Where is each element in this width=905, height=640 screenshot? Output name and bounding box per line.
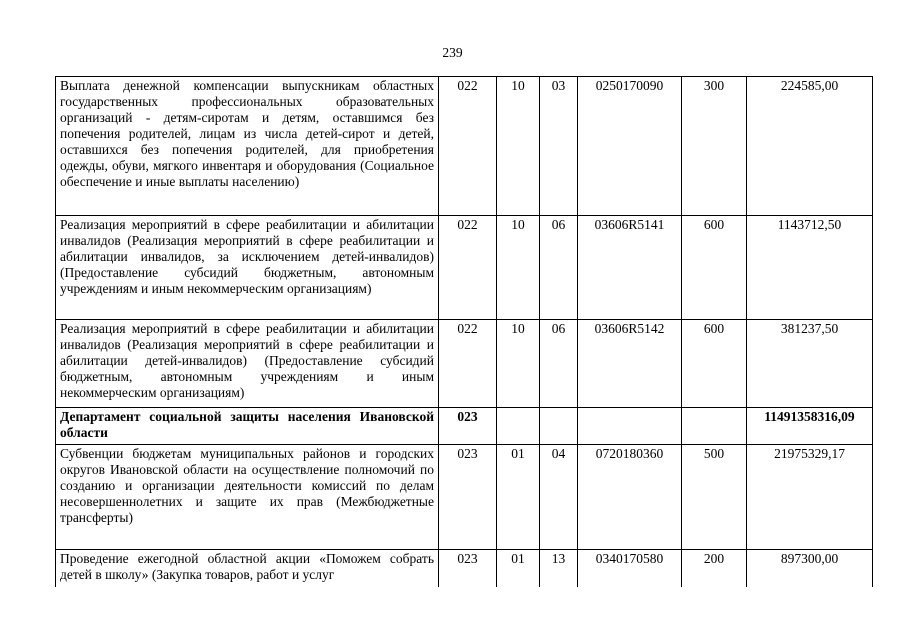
amount: 1143712,50 [747,216,873,320]
target-article-code: 0250170090 [578,77,682,216]
amount: 381237,50 [747,320,873,408]
target-article-code: 0720180360 [578,445,682,550]
expense-type-code: 600 [682,320,747,408]
table-row [56,216,873,320]
expense-type-code: 300 [682,77,747,216]
row-description: Реализация мероприятий в сфере реабилитации и абилитации инвалидов (Реализация мероприятий в сфере реабилитации и абилитации детей-инвалидов) (Предоставление субсидий бюджетным, автономным учреждениям и иным некоммерческим организациям) [56,320,439,408]
table-row [56,550,873,587]
expense-type-code: 600 [682,216,747,320]
budget-table [55,76,873,587]
department-name: Департамент социальной защиты населения Ивановской области [56,408,439,445]
section-code: 01 [497,550,540,587]
expense-type-code: 500 [682,445,747,550]
subsection-code: 04 [540,445,578,550]
page-number: 239 [442,45,463,60]
target-article-code [578,408,682,445]
subsection-code [540,408,578,445]
subsection-code: 03 [540,77,578,216]
section-code: 10 [497,216,540,320]
section-code: 10 [497,320,540,408]
target-article-code: 03606R5141 [578,216,682,320]
section-code: 10 [497,77,540,216]
grbs-code: 023 [439,550,497,587]
expense-type-code [682,408,747,445]
row-description: Проведение ежегодной областной акции «Поможем собрать детей в школу» (Закупка товаров, работ и услуг [56,550,439,587]
grbs-code: 023 [439,445,497,550]
amount: 224585,00 [747,77,873,216]
row-description: Выплата денежной компенсации выпускникам областных государственных профессиональных образовательных организаций - детям-сиротам и детям, оставшимся без попечения родителей, лицам из числа детей-сирот и детей, оставшихся без попечения родителей, для приобретения одежды, обуви, мягкого инвентаря и оборудования (Социальное обеспечение и иные выплаты населению) [56,77,439,216]
amount: 21975329,17 [747,445,873,550]
target-article-code: 03606R5142 [578,320,682,408]
subsection-code: 13 [540,550,578,587]
table-row [56,320,873,408]
subsection-code: 06 [540,216,578,320]
section-code: 01 [497,445,540,550]
target-article-code: 0340170580 [578,550,682,587]
table-row [56,77,873,216]
grbs-code: 022 [439,77,497,216]
amount: 897300,00 [747,550,873,587]
grbs-code: 023 [439,408,497,445]
grbs-code: 022 [439,216,497,320]
row-description: Реализация мероприятий в сфере реабилитации и абилитации инвалидов (Реализация мероприятий в сфере реабилитации и абилитации инвалидов, за исключением детей-инвалидов) (Предоставление субсидий бюджетным, автономным учреждениям и иным некоммерческим организациям) [56,216,439,320]
row-description: Субвенции бюджетам муниципальных районов и городских округов Ивановской области на осуществление полномочий по созданию и организации деятельности комиссий по делам несовершеннолетних и защите их прав (Межбюджетные трансферты) [56,445,439,550]
expense-type-code: 200 [682,550,747,587]
section-code [497,408,540,445]
subsection-code: 06 [540,320,578,408]
table-row [56,445,873,550]
grbs-code: 022 [439,320,497,408]
department-row [56,408,873,445]
department-total: 11491358316,09 [747,408,873,445]
